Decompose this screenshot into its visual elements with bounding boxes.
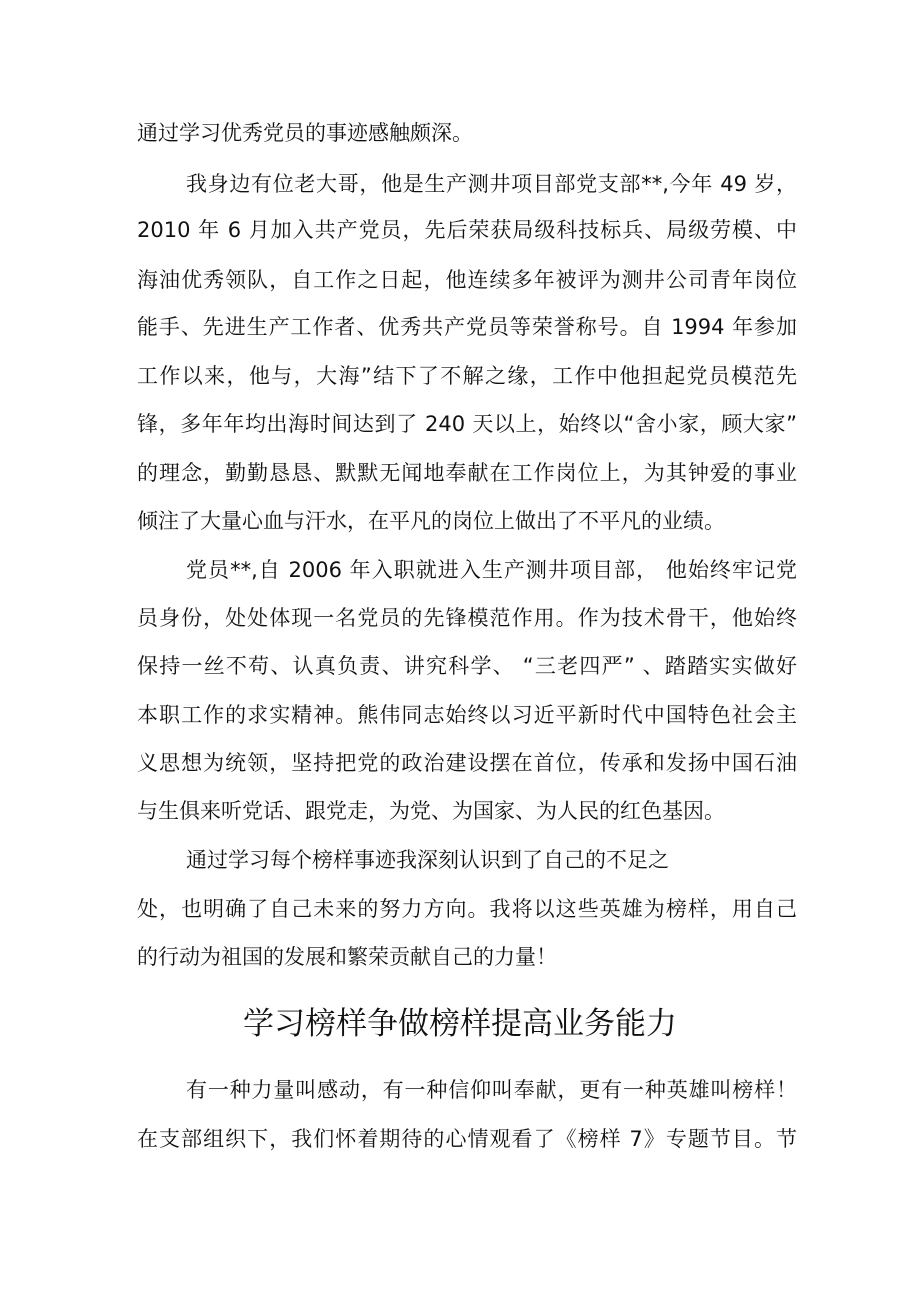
- paragraph-line: 的行动为祖国的发展和繁荣贡献自己的力量！: [137, 945, 557, 969]
- paragraph-line: 通过学习优秀党员的事迹感触颇深。: [137, 121, 473, 145]
- paragraph-line: 2010 年 6 月加入共产党员，先后荣获局级科技标兵、局级劳模、中: [137, 218, 797, 242]
- paragraph-line: 的理念，勤勤恳恳、默默无闻地奉献在工作岗位上，为其钟爱的事业: [137, 461, 797, 485]
- paragraph-line: 处，也明确了自己未来的努力方向。我将以这些英雄为榜样，用自己: [137, 897, 797, 921]
- paragraph-line: 保持一丝不苟、认真负责、讲究科学、 “三老四严” 、踏踏实实做好: [137, 654, 797, 678]
- paragraph-line: 义思想为统领，坚持把党的政治建设摆在首位，传承和发扬中国石油: [137, 751, 797, 775]
- paragraph-line: 本职工作的求实精神。熊伟同志始终以习近平新时代中国特色社会主: [137, 703, 797, 727]
- section-heading: 学习榜样争做榜样提高业务能力: [243, 1006, 677, 1042]
- paragraph-line: 倾注了大量心血与汗水，在平凡的岗位上做出了不平凡的业绩。: [137, 509, 725, 533]
- paragraph-line: 工作以来，他与，大海”结下了不解之缘，工作中他担起党员模范先: [137, 364, 797, 388]
- paragraph-line: 能手、先进生产工作者、优秀共产党员等荣誉称号。自 1994 年参加: [137, 315, 797, 339]
- paragraph-line: 有一种力量叫感动，有一种信仰叫奉献，更有一种英雄叫榜样！: [186, 1078, 797, 1102]
- paragraph-line: 通过学习每个榜样事迹我深刻认识到了自己的不足之: [186, 848, 669, 872]
- paragraph-line: 党员**,自 2006 年入职就进入生产测井项目部， 他始终牢记党: [186, 558, 797, 582]
- paragraph-line: 员身份，处处体现一名党员的先锋模范作用。作为技术骨干，他始终: [137, 606, 797, 630]
- paragraph-line: 与生俱来听党话、跟党走，为党、为国家、为人民的红色基因。: [137, 799, 725, 823]
- paragraph-line: 在支部组织下，我们怀着期待的心情观看了《榜样 7》专题节目。节: [137, 1127, 797, 1151]
- paragraph-line: 我身边有位老大哥，他是生产测井项目部党支部**,今年 49 岁，: [186, 172, 797, 196]
- paragraph-line: 海油优秀领队，自工作之日起，他连续多年被评为测井公司青年岗位: [137, 268, 797, 292]
- paragraph-line: 锋，多年年均出海时间达到了 240 天以上，始终以“舍小家，顾大家”: [137, 412, 797, 436]
